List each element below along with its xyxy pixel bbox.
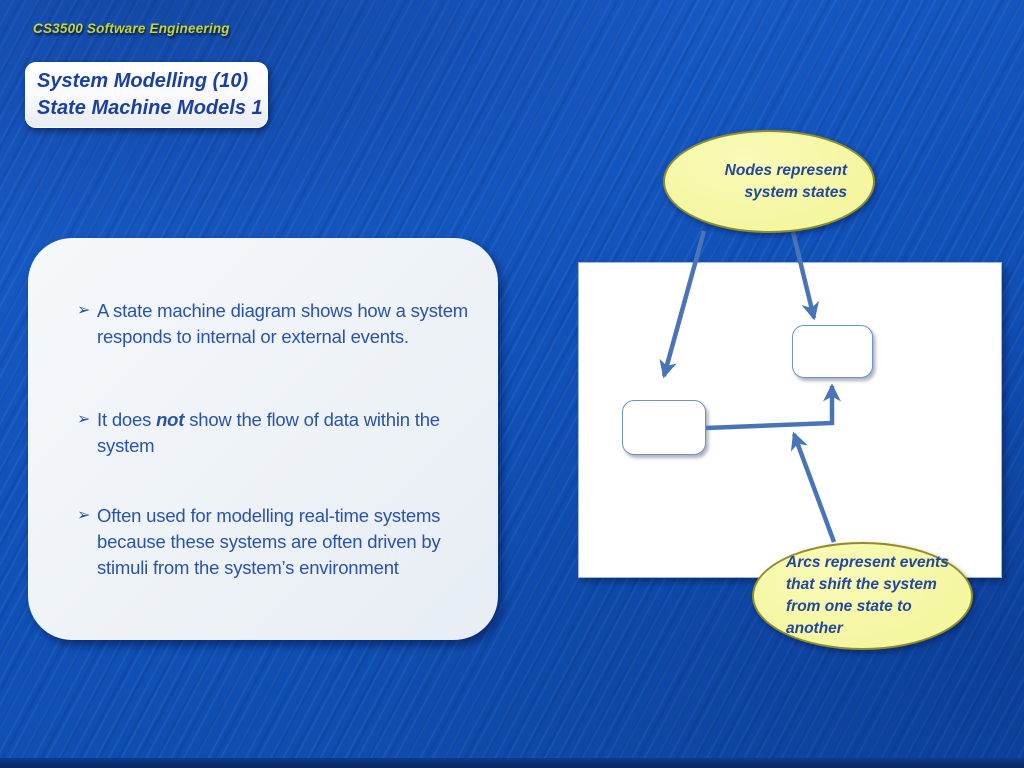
callout-arcs-represent-events xyxy=(752,542,973,650)
course-label: CS3500 Software Engineering xyxy=(33,21,230,36)
callout-nodes-text: Nodes represent system states xyxy=(724,161,847,201)
bullet-list xyxy=(28,238,498,640)
arrow-bullet-icon: ➢ xyxy=(77,302,91,319)
slide-title-line-1: System Modelling (10) xyxy=(37,70,249,92)
slide-title-card xyxy=(25,62,268,128)
bullet-item xyxy=(77,298,484,350)
bullet-text: Often used for modelling real-time systems because these systems are often driven by stimuli from the system’s environment xyxy=(97,505,441,578)
state-node-left xyxy=(622,400,706,455)
arrow-bullet-icon: ➢ xyxy=(77,507,91,524)
slide-bottom-strip xyxy=(0,758,1024,768)
slide-title-line-2: State Machine Models 1 xyxy=(37,97,263,119)
callout-nodes-represent-states xyxy=(663,130,875,233)
state-node-right xyxy=(792,325,873,378)
callout-arcs-text: Arcs represent events that shift the system from one state to another xyxy=(786,554,949,637)
arrow-bullet-icon: ➢ xyxy=(77,411,91,428)
bullet-item xyxy=(77,407,484,459)
bullet-text: A state machine diagram shows how a system responds to internal or external events. xyxy=(97,300,469,347)
bullet-item xyxy=(77,503,484,581)
bullet-text: It does not show the flow of data within the system xyxy=(97,409,440,456)
